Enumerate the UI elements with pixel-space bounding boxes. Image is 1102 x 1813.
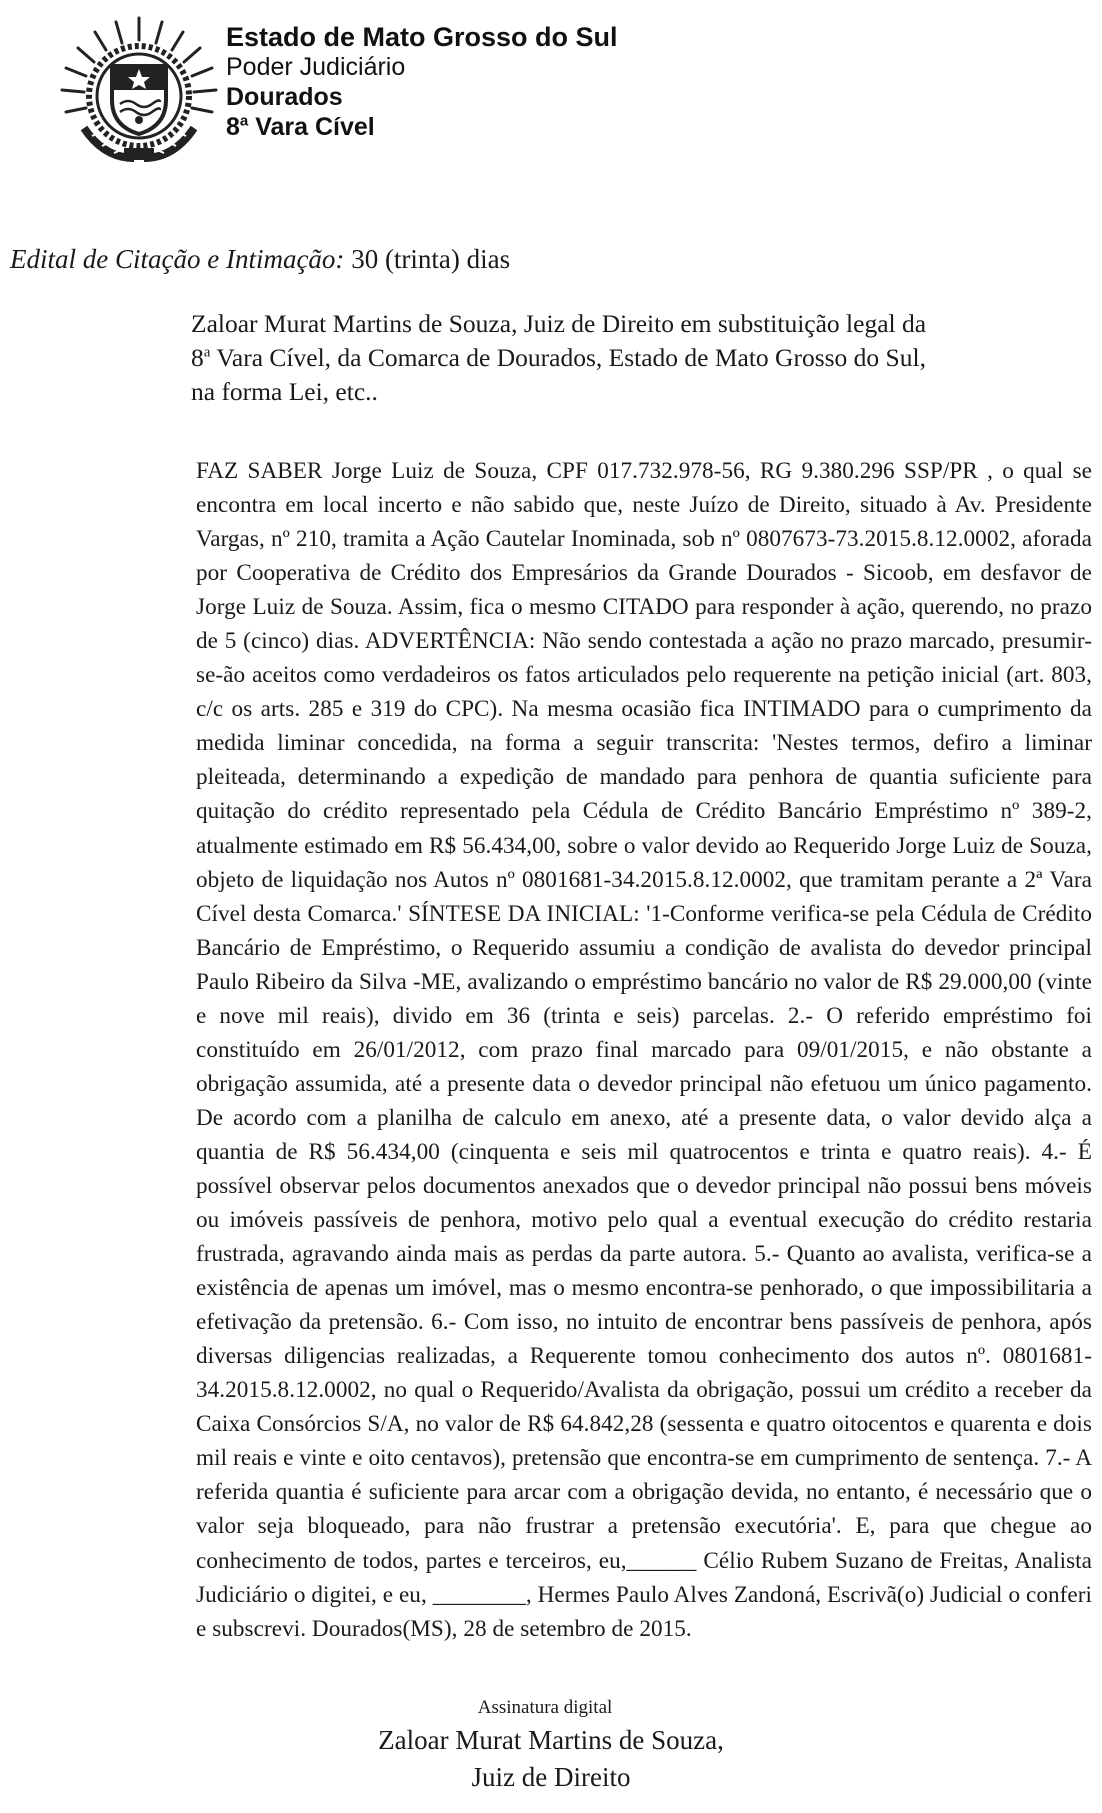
- state-name: Estado de Mato Grosso do Sul: [226, 22, 618, 52]
- mato-grosso-do-sul-coat-of-arms-icon: [54, 8, 224, 178]
- edital-title: [10, 244, 510, 275]
- letterhead-text: [226, 22, 618, 142]
- edital-title-label: Edital de Citação e Intimação:: [10, 244, 345, 274]
- court-name: 8$^a$ Vara Cível: [226, 112, 375, 141]
- preamble-line-2: 8$^a$ Vara Cível, da Comarca de Dourados, Estado de Mato Grosso do Sul,: [191, 343, 926, 372]
- edital-body: [10, 454, 1092, 1646]
- edital-deadline: 30 (trinta) dias: [344, 244, 511, 274]
- preamble-line-3: na forma Lei, etc..: [191, 377, 378, 406]
- signer-role: Juiz de Direito: [471, 1762, 631, 1792]
- letterhead: [54, 8, 754, 178]
- signature-label: Assinatura digital: [477, 1697, 613, 1718]
- signer-name: Zaloar Murat Martins de Souza,: [378, 1725, 724, 1755]
- body-paragraph: FAZ SABER Jorge Luiz de Souza, CPF 017.732.978-56, RG 9.380.296 SSP/PR , o qual se encontra em local incerto e não sabido que, neste Juízo de Direito, situado à Av. Presidente Vargas, nº 210, tramita a Ação Cautelar Inominada, sob nº 0807673-73.2015.8.12.0002, aforada por Cooperativa de Crédito dos Empresários da Grande Dourados - Sicoob, em desfavor de Jorge Luiz de Souza. Assim, fica o mesmo CITADO para responder à ação, querendo, no prazo de 5 (cinco) dias. ADVERTÊNCIA: Não sendo contestada a ação no prazo marcado, presumir-se-ão aceitos como verdadeiros os fatos articulados pelo requerente na petição inicial (art. 803, c/c os arts. 285 e 319 do CPC). Na mesma ocasião fica INTIMADO para o cumprimento da medida liminar concedida, na forma a seguir transcrita: 'Nestes termos, defiro a liminar pleiteada, determinando a expedição de mandado para penhora de quantia suficiente para quitação do crédito representado pela Cédula de Crédito Bancário Empréstimo nº 389-2, atualmente estimado em R$ 56.434,00, sobre o valor devido ao Requerido Jorge Luiz de Souza, objeto de liquidação nos Autos nº 0801681-34.2015.8.12.0002, que tramitam perante a 2ª Vara Cível desta Comarca.' SÍNTESE DA INICIAL: '1-Conforme verifica-se pela Cédula de Crédito Bancário de Empréstimo, o Requerido assumiu a condição de avalista do devedor principal Paulo Ribeiro da Silva -ME, avalizando o empréstimo bancário no valor de R$ 29.000,00 (vinte e nove mil reais), divido em 36 (trinta e seis) parcelas. 2.- O referido empréstimo foi constituído em 26/01/2012, com prazo final marcado para 09/01/2015, e não obstante a obrigação assumida, até a presente data o devedor principal não efetuou um único pagamento. De acordo com a planilha de calculo em anexo, até a presente data, o valor devido alça a quantia de R$ 56.434,00 (cinquenta e seis mil quatrocentos e trinta e quatro reais). 4.- É possível observar pelos documentos anexados que o devedor principal não possui bens móveis ou imóveis passíveis de penhora, motivo pelo qual a eventual execução do crédito restaria frustrada, agravando ainda mais as perdas da parte autora. 5.- Quanto ao avalista, verifica-se a existência de apenas um imóvel, mas o mesmo encontra-se penhorado, o que impossibilitaria a efetivação da pretensão. 6.- Com isso, no intuito de encontrar bens passíveis de penhora, após diversas diligencias realizadas, a Requerente tomou conhecimento dos autos nº. 0801681-34.2015.8.12.0002, no qual o Requerido/Avalista da obrigação, possui um crédito a receber da Caixa Consórcios S/A, no valor de R$ 64.842,28 (sessenta e quatro oitocentos e quarenta e dois mil reais e vinte e oito centavos), pretensão que encontra-se em cumprimento de sentença. 7.- A referida quantia é suficiente para arcar com a obrigação devida, no entanto, é necessário que o valor seja bloqueado, para não frustrar a pretensão executória'. E, para que chegue ao conhecimento de todos, partes e terceiros, eu,______ Célio Rubem Suzano de Freitas, Analista Judiciário o digitei, e eu, ________, Hermes Paulo Alves Zandoná, Escrivã(o) Judicial o conferi e subscrevi. Dourados(MS), 28 de setembro de 2015.: [196, 458, 1092, 1642]
- judge-preamble: [191, 307, 1092, 409]
- branch-name: Poder Judiciário: [226, 53, 406, 81]
- preamble-line-1: Zaloar Murat Martins de Souza, Juiz de Direito em substituição legal da: [191, 309, 927, 338]
- signature-block: [0, 1695, 1102, 1795]
- city-name: Dourados: [226, 83, 343, 111]
